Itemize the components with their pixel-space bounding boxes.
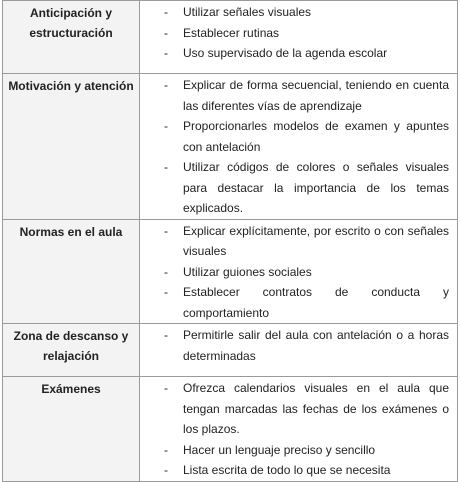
item-text: Permitirle salir del aula con antelación o a horas determinadas (183, 328, 449, 363)
list-item (140, 221, 449, 262)
category-cell (3, 377, 140, 482)
list-item (140, 460, 449, 481)
item-text: Hacer un lenguaje preciso y sencillo (183, 442, 376, 457)
bullet-dash: - (164, 5, 168, 19)
list-item (140, 282, 449, 323)
list-item (140, 23, 449, 44)
table-row (3, 219, 458, 324)
category-label: Motivación y atención (8, 79, 134, 93)
bullet-dash: - (164, 119, 168, 133)
list-item (140, 75, 449, 116)
items-cell (140, 324, 458, 377)
list-item (140, 43, 449, 64)
bullet-dash: - (164, 223, 168, 238)
item-text: Proporcionarles modelos de examen y apuntes con antelación (183, 119, 449, 154)
table-row (3, 1, 458, 74)
bullet-dash: - (164, 46, 168, 60)
bullet-dash: - (164, 160, 168, 174)
category-cell (3, 1, 140, 74)
list-item (140, 325, 449, 366)
item-text: Establecer rutinas (183, 25, 280, 40)
bullet-dash: - (164, 78, 168, 92)
list-item (140, 157, 449, 219)
table-row (3, 377, 458, 482)
items-cell (140, 1, 458, 74)
item-text: Utilizar guiones sociales (183, 264, 312, 279)
bullet-dash: - (164, 381, 168, 395)
bullet-dash: - (164, 264, 168, 279)
bullet-dash: - (164, 442, 168, 457)
item-text: Uso supervisado de la agenda escolar (183, 46, 388, 60)
table-row (3, 324, 458, 377)
category-label: Exámenes (41, 382, 101, 396)
category-label: Normas en el aula (19, 224, 123, 239)
items-cell (140, 219, 458, 324)
bullet-dash: - (164, 285, 168, 299)
list-item (140, 2, 449, 23)
category-label: Anticipación y estructuración (29, 6, 113, 40)
items-cell (140, 377, 458, 482)
list-item (140, 262, 449, 283)
items-cell (140, 74, 458, 220)
category-label: Zona de descanso y relajación (13, 329, 129, 363)
category-cell (3, 324, 140, 377)
list-item (140, 440, 449, 461)
bullet-dash: - (164, 25, 168, 40)
bullet-dash: - (164, 328, 168, 342)
category-cell (3, 74, 140, 220)
bullet-dash: - (164, 463, 168, 477)
item-text: Explicar explícitamente, por escrito o con señales visuales (183, 223, 449, 258)
item-text: Utilizar códigos de colores o señales visuales para destacar la importancia de los temas explicados. (183, 160, 449, 215)
item-text: Lista escrita de todo lo que se necesita (183, 463, 391, 477)
table-row (3, 74, 458, 220)
category-cell (3, 219, 140, 324)
item-text: Utilizar señales visuales (183, 5, 312, 19)
list-item (140, 378, 449, 440)
strategies-table (2, 0, 458, 482)
item-text: Explicar de forma secuencial, teniendo en cuenta las diferentes vías de aprendizaje (183, 78, 449, 113)
item-text: Establecer contratos de conducta y comportamiento (183, 285, 449, 320)
item-text: Ofrezca calendarios visuales en el aula que tengan marcadas las fechas de los exámenes o los plazos. (183, 381, 449, 436)
list-item (140, 116, 449, 157)
